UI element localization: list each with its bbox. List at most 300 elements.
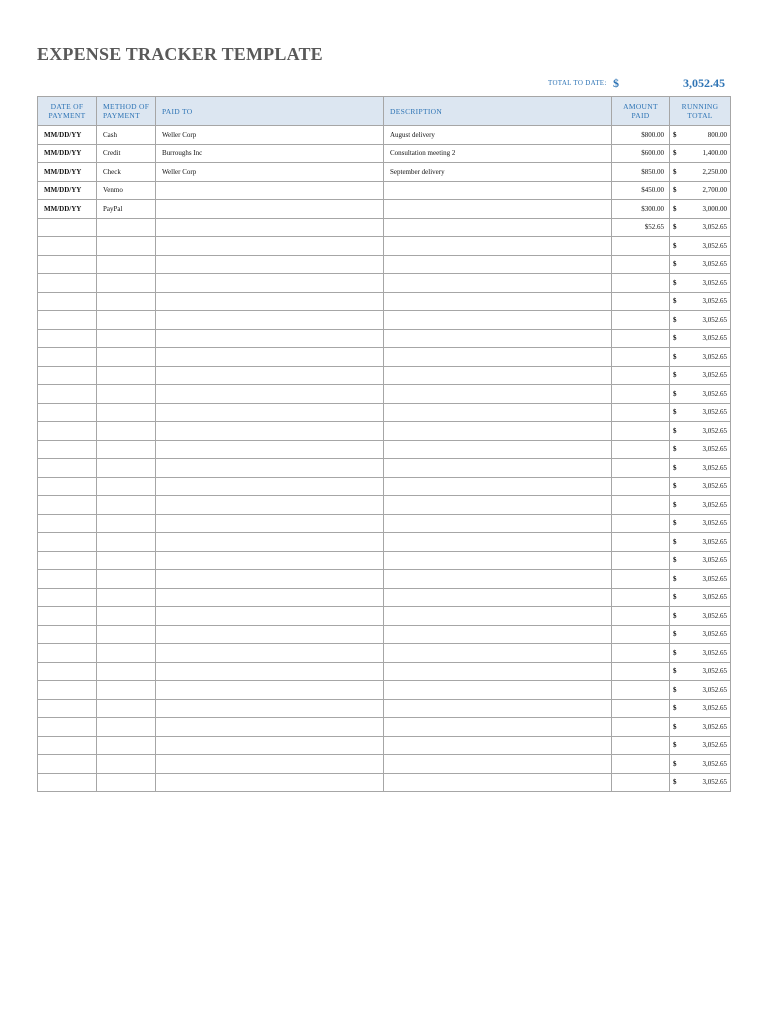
paid-to-cell[interactable]	[156, 311, 384, 330]
description-cell[interactable]	[384, 755, 612, 774]
method-cell[interactable]	[97, 477, 156, 496]
date-cell[interactable]	[38, 588, 97, 607]
description-cell[interactable]	[384, 218, 612, 237]
running-total-currency: $	[673, 556, 677, 565]
header-running-total	[670, 97, 731, 126]
date-cell[interactable]	[38, 274, 97, 293]
table-row	[38, 144, 731, 163]
header-paid-to-label: PAID TO	[162, 106, 193, 116]
description-cell[interactable]	[384, 422, 612, 441]
description-cell[interactable]	[384, 773, 612, 792]
method-cell[interactable]	[97, 773, 156, 792]
amount-cell[interactable]: $450.00	[612, 181, 670, 200]
running-total-currency: $	[673, 519, 677, 528]
method-cell[interactable]	[97, 644, 156, 663]
running-total-value: 3,052.65	[702, 260, 727, 269]
paid-to-cell[interactable]: Weller Corp	[156, 126, 384, 145]
method-cell[interactable]	[97, 311, 156, 330]
running-total-cell	[670, 699, 731, 718]
running-total-value: 3,052.65	[702, 445, 727, 454]
running-total-value: 3,052.65	[702, 537, 727, 546]
method-cell[interactable]	[97, 348, 156, 367]
running-total-cell	[670, 551, 731, 570]
running-total-currency: $	[673, 500, 677, 509]
paid-to-cell[interactable]	[156, 255, 384, 274]
date-cell[interactable]	[38, 237, 97, 256]
date-cell[interactable]	[38, 440, 97, 459]
running-total-currency: $	[673, 297, 677, 306]
method-cell[interactable]	[97, 440, 156, 459]
running-total-currency: $	[673, 278, 677, 287]
amount-cell[interactable]	[612, 736, 670, 755]
running-total-currency: $	[673, 593, 677, 602]
running-total-value: 3,052.65	[702, 574, 727, 583]
running-total-currency: $	[673, 315, 677, 324]
paid-to-cell[interactable]	[156, 755, 384, 774]
amount-cell[interactable]: $850.00	[612, 163, 670, 182]
paid-to-cell[interactable]	[156, 681, 384, 700]
method-cell[interactable]	[97, 514, 156, 533]
table-row	[38, 736, 731, 755]
method-cell[interactable]	[97, 422, 156, 441]
running-total-currency: $	[673, 741, 677, 750]
header-date-of-payment	[38, 97, 97, 126]
method-cell[interactable]	[97, 237, 156, 256]
amount-cell[interactable]	[612, 477, 670, 496]
running-total-cell	[670, 181, 731, 200]
description-cell[interactable]	[384, 496, 612, 515]
method-cell[interactable]	[97, 570, 156, 589]
running-total-currency: $	[673, 759, 677, 768]
running-total-value: 3,052.65	[702, 371, 727, 380]
description-cell[interactable]	[384, 348, 612, 367]
table-row	[38, 126, 731, 145]
amount-cell[interactable]	[612, 403, 670, 422]
paid-to-cell[interactable]	[156, 496, 384, 515]
paid-to-cell[interactable]	[156, 699, 384, 718]
amount-cell[interactable]	[612, 625, 670, 644]
paid-to-cell[interactable]	[156, 533, 384, 552]
method-cell[interactable]	[97, 755, 156, 774]
description-cell[interactable]	[384, 292, 612, 311]
header-paid-to	[156, 97, 384, 126]
running-total-currency: $	[673, 667, 677, 676]
paid-to-cell[interactable]	[156, 348, 384, 367]
method-cell[interactable]	[97, 385, 156, 404]
description-cell[interactable]	[384, 736, 612, 755]
paid-to-cell[interactable]	[156, 459, 384, 478]
running-total-cell	[670, 644, 731, 663]
amount-cell[interactable]	[612, 366, 670, 385]
date-cell[interactable]	[38, 348, 97, 367]
paid-to-cell[interactable]	[156, 329, 384, 348]
date-cell[interactable]	[38, 311, 97, 330]
method-cell[interactable]	[97, 366, 156, 385]
running-total-cell	[670, 588, 731, 607]
paid-to-cell[interactable]	[156, 237, 384, 256]
date-cell[interactable]	[38, 681, 97, 700]
table-row	[38, 496, 731, 515]
amount-cell[interactable]	[612, 570, 670, 589]
paid-to-cell[interactable]	[156, 625, 384, 644]
running-total-currency: $	[673, 704, 677, 713]
description-cell[interactable]	[384, 274, 612, 293]
date-cell[interactable]	[38, 477, 97, 496]
running-total-currency: $	[673, 260, 677, 269]
date-cell[interactable]	[38, 385, 97, 404]
date-cell[interactable]	[38, 218, 97, 237]
method-cell[interactable]	[97, 736, 156, 755]
table-header-row	[38, 97, 731, 126]
method-cell[interactable]	[97, 274, 156, 293]
amount-cell[interactable]: $600.00	[612, 144, 670, 163]
running-total-value: 1,400.00	[702, 149, 727, 158]
table-row	[38, 551, 731, 570]
date-cell[interactable]	[38, 736, 97, 755]
running-total-value: 3,052.65	[702, 352, 727, 361]
running-total-cell	[670, 477, 731, 496]
date-cell[interactable]	[38, 644, 97, 663]
table-row	[38, 459, 731, 478]
table-row	[38, 755, 731, 774]
amount-cell[interactable]	[612, 662, 670, 681]
amount-cell[interactable]	[612, 681, 670, 700]
description-cell[interactable]	[384, 311, 612, 330]
paid-to-cell[interactable]	[156, 440, 384, 459]
running-total-value: 3,052.65	[702, 241, 727, 250]
method-cell[interactable]	[97, 292, 156, 311]
amount-cell[interactable]	[612, 755, 670, 774]
amount-cell[interactable]	[612, 533, 670, 552]
header-method-label: METHOD OF PAYMENT	[103, 102, 150, 120]
running-total-currency: $	[673, 426, 677, 435]
description-cell[interactable]	[384, 588, 612, 607]
table-row	[38, 255, 731, 274]
running-total-currency: $	[673, 648, 677, 657]
amount-cell[interactable]	[612, 459, 670, 478]
date-cell[interactable]	[38, 607, 97, 626]
running-total-value: 3,052.65	[702, 778, 727, 787]
amount-cell[interactable]	[612, 348, 670, 367]
running-total-value: 3,052.65	[702, 630, 727, 639]
running-total-currency: $	[673, 574, 677, 583]
running-total-value: 3,052.65	[702, 426, 727, 435]
method-cell[interactable]	[97, 255, 156, 274]
description-cell[interactable]	[384, 403, 612, 422]
paid-to-cell[interactable]	[156, 644, 384, 663]
running-total-currency: $	[673, 223, 677, 232]
running-total-cell	[670, 718, 731, 737]
table-row	[38, 200, 731, 219]
method-cell[interactable]	[97, 551, 156, 570]
table-row	[38, 699, 731, 718]
page-title: EXPENSE TRACKER TEMPLATE	[37, 44, 323, 64]
table-row	[38, 237, 731, 256]
method-cell[interactable]: PayPal	[97, 200, 156, 219]
date-cell[interactable]	[38, 366, 97, 385]
paid-to-cell[interactable]	[156, 570, 384, 589]
running-total-value: 3,052.65	[702, 297, 727, 306]
method-cell[interactable]	[97, 718, 156, 737]
total-to-date-label: TOTAL TO DATE:	[548, 79, 607, 87]
running-total-cell	[670, 625, 731, 644]
method-cell[interactable]	[97, 699, 156, 718]
date-cell[interactable]	[38, 329, 97, 348]
description-cell[interactable]	[384, 607, 612, 626]
running-total-value: 3,052.65	[702, 278, 727, 287]
amount-cell[interactable]	[612, 773, 670, 792]
description-cell[interactable]	[384, 477, 612, 496]
paid-to-cell[interactable]	[156, 736, 384, 755]
date-cell[interactable]	[38, 699, 97, 718]
paid-to-cell[interactable]	[156, 607, 384, 626]
paid-to-cell[interactable]	[156, 274, 384, 293]
amount-cell[interactable]	[612, 237, 670, 256]
paid-to-cell[interactable]: Weller Corp	[156, 163, 384, 182]
table-row	[38, 311, 731, 330]
description-cell[interactable]	[384, 681, 612, 700]
amount-cell[interactable]	[612, 440, 670, 459]
amount-cell[interactable]	[612, 385, 670, 404]
table-row	[38, 385, 731, 404]
running-total-value: 3,052.65	[702, 685, 727, 694]
table-row	[38, 366, 731, 385]
running-total-value: 3,052.65	[702, 667, 727, 676]
paid-to-cell[interactable]	[156, 218, 384, 237]
description-cell[interactable]	[384, 699, 612, 718]
header-amount-label: AMOUNT PAID	[623, 102, 658, 120]
running-total-cell	[670, 163, 731, 182]
method-cell[interactable]: Credit	[97, 144, 156, 163]
running-total-cell	[670, 311, 731, 330]
description-cell[interactable]	[384, 459, 612, 478]
running-total-value: 3,052.65	[702, 463, 727, 472]
date-cell[interactable]: MM/DD/YY	[38, 163, 97, 182]
paid-to-cell[interactable]	[156, 403, 384, 422]
running-total-cell	[670, 514, 731, 533]
date-cell[interactable]	[38, 755, 97, 774]
method-cell[interactable]	[97, 625, 156, 644]
paid-to-cell[interactable]	[156, 773, 384, 792]
running-total-currency: $	[673, 537, 677, 546]
table-row	[38, 218, 731, 237]
description-cell[interactable]	[384, 366, 612, 385]
table-row	[38, 625, 731, 644]
table-row	[38, 274, 731, 293]
amount-cell[interactable]	[612, 551, 670, 570]
description-cell[interactable]: September delivery	[384, 163, 612, 182]
description-cell[interactable]	[384, 533, 612, 552]
date-cell[interactable]	[38, 496, 97, 515]
running-total-currency: $	[673, 463, 677, 472]
paid-to-cell[interactable]	[156, 588, 384, 607]
running-total-cell	[670, 255, 731, 274]
date-cell[interactable]: MM/DD/YY	[38, 181, 97, 200]
table-row	[38, 348, 731, 367]
description-cell[interactable]	[384, 514, 612, 533]
running-total-cell	[670, 237, 731, 256]
date-cell[interactable]	[38, 292, 97, 311]
expense-table	[37, 96, 731, 792]
date-cell[interactable]	[38, 255, 97, 274]
paid-to-cell[interactable]	[156, 662, 384, 681]
running-total-value: 3,052.65	[702, 223, 727, 232]
method-cell[interactable]	[97, 607, 156, 626]
running-total-cell	[670, 348, 731, 367]
paid-to-cell[interactable]	[156, 366, 384, 385]
paid-to-cell[interactable]	[156, 514, 384, 533]
header-running-label: RUNNING TOTAL	[681, 102, 719, 120]
date-cell[interactable]	[38, 625, 97, 644]
paid-to-cell[interactable]	[156, 200, 384, 219]
header-method-of-payment	[97, 97, 156, 126]
date-cell[interactable]	[38, 459, 97, 478]
running-total-currency: $	[673, 630, 677, 639]
running-total-currency: $	[673, 722, 677, 731]
running-total-value: 3,052.65	[702, 408, 727, 417]
paid-to-cell[interactable]	[156, 718, 384, 737]
running-total-value: 3,052.65	[702, 315, 727, 324]
method-cell[interactable]	[97, 533, 156, 552]
total-currency-symbol: $	[613, 76, 619, 90]
paid-to-cell[interactable]	[156, 385, 384, 404]
description-cell[interactable]	[384, 625, 612, 644]
amount-cell[interactable]	[612, 644, 670, 663]
description-cell[interactable]	[384, 718, 612, 737]
amount-cell[interactable]	[612, 607, 670, 626]
paid-to-cell[interactable]	[156, 477, 384, 496]
paid-to-cell[interactable]	[156, 422, 384, 441]
table-row	[38, 607, 731, 626]
date-cell[interactable]	[38, 403, 97, 422]
running-total-currency: $	[673, 204, 677, 213]
method-cell[interactable]: Cash	[97, 126, 156, 145]
table-row	[38, 588, 731, 607]
running-total-value: 3,052.65	[702, 334, 727, 343]
description-cell[interactable]	[384, 385, 612, 404]
amount-cell[interactable]	[612, 699, 670, 718]
amount-cell[interactable]	[612, 292, 670, 311]
date-cell[interactable]	[38, 533, 97, 552]
running-total-cell	[670, 385, 731, 404]
date-cell[interactable]: MM/DD/YY	[38, 126, 97, 145]
amount-cell[interactable]	[612, 718, 670, 737]
table-row	[38, 533, 731, 552]
method-cell[interactable]	[97, 329, 156, 348]
amount-cell[interactable]	[612, 255, 670, 274]
running-total-cell	[670, 200, 731, 219]
paid-to-cell[interactable]	[156, 551, 384, 570]
description-cell[interactable]: Consultation meeting 2	[384, 144, 612, 163]
table-row	[38, 292, 731, 311]
running-total-value: 3,052.65	[702, 556, 727, 565]
date-cell[interactable]	[38, 514, 97, 533]
date-cell[interactable]	[38, 570, 97, 589]
amount-cell[interactable]: $52.65	[612, 218, 670, 237]
running-total-value: 2,250.00	[702, 167, 727, 176]
amount-cell[interactable]: $800.00	[612, 126, 670, 145]
running-total-currency: $	[673, 371, 677, 380]
method-cell[interactable]	[97, 681, 156, 700]
description-cell[interactable]	[384, 200, 612, 219]
description-cell[interactable]	[384, 329, 612, 348]
description-cell[interactable]	[384, 662, 612, 681]
running-total-cell	[670, 274, 731, 293]
amount-cell[interactable]: $300.00	[612, 200, 670, 219]
amount-cell[interactable]	[612, 588, 670, 607]
date-cell[interactable]	[38, 773, 97, 792]
method-cell[interactable]: Check	[97, 163, 156, 182]
paid-to-cell[interactable]	[156, 181, 384, 200]
total-to-date-value: 3,052.45	[683, 76, 725, 90]
date-cell[interactable]	[38, 422, 97, 441]
description-cell[interactable]	[384, 570, 612, 589]
description-cell[interactable]	[384, 644, 612, 663]
header-description	[384, 97, 612, 126]
method-cell[interactable]: Venmo	[97, 181, 156, 200]
description-cell[interactable]: August delivery	[384, 126, 612, 145]
running-total-cell	[670, 422, 731, 441]
description-cell[interactable]	[384, 181, 612, 200]
amount-cell[interactable]	[612, 311, 670, 330]
table-row	[38, 718, 731, 737]
method-cell[interactable]	[97, 588, 156, 607]
date-cell[interactable]: MM/DD/YY	[38, 200, 97, 219]
table-row	[38, 181, 731, 200]
amount-cell[interactable]	[612, 422, 670, 441]
date-cell[interactable]	[38, 718, 97, 737]
running-total-value: 3,052.65	[702, 759, 727, 768]
table-row	[38, 514, 731, 533]
date-cell[interactable]	[38, 662, 97, 681]
running-total-cell	[670, 366, 731, 385]
table-row	[38, 477, 731, 496]
method-cell[interactable]	[97, 496, 156, 515]
table-row	[38, 163, 731, 182]
table-row	[38, 570, 731, 589]
running-total-value: 3,052.65	[702, 722, 727, 731]
description-cell[interactable]	[384, 255, 612, 274]
amount-cell[interactable]	[612, 329, 670, 348]
running-total-currency: $	[673, 167, 677, 176]
paid-to-cell[interactable]: Burroughs Inc	[156, 144, 384, 163]
table-row	[38, 662, 731, 681]
running-total-cell	[670, 607, 731, 626]
paid-to-cell[interactable]	[156, 292, 384, 311]
running-total-cell	[670, 533, 731, 552]
description-cell[interactable]	[384, 440, 612, 459]
running-total-currency: $	[673, 445, 677, 454]
amount-cell[interactable]	[612, 496, 670, 515]
method-cell[interactable]	[97, 218, 156, 237]
table-row	[38, 440, 731, 459]
running-total-value: 3,052.65	[702, 500, 727, 509]
description-cell[interactable]	[384, 551, 612, 570]
date-cell[interactable]: MM/DD/YY	[38, 144, 97, 163]
method-cell[interactable]	[97, 403, 156, 422]
running-total-currency: $	[673, 685, 677, 694]
date-cell[interactable]	[38, 551, 97, 570]
description-cell[interactable]	[384, 237, 612, 256]
amount-cell[interactable]	[612, 514, 670, 533]
amount-cell[interactable]	[612, 274, 670, 293]
table-row	[38, 329, 731, 348]
running-total-cell	[670, 459, 731, 478]
method-cell[interactable]	[97, 662, 156, 681]
running-total-value: 3,052.65	[702, 519, 727, 528]
running-total-cell	[670, 496, 731, 515]
method-cell[interactable]	[97, 459, 156, 478]
